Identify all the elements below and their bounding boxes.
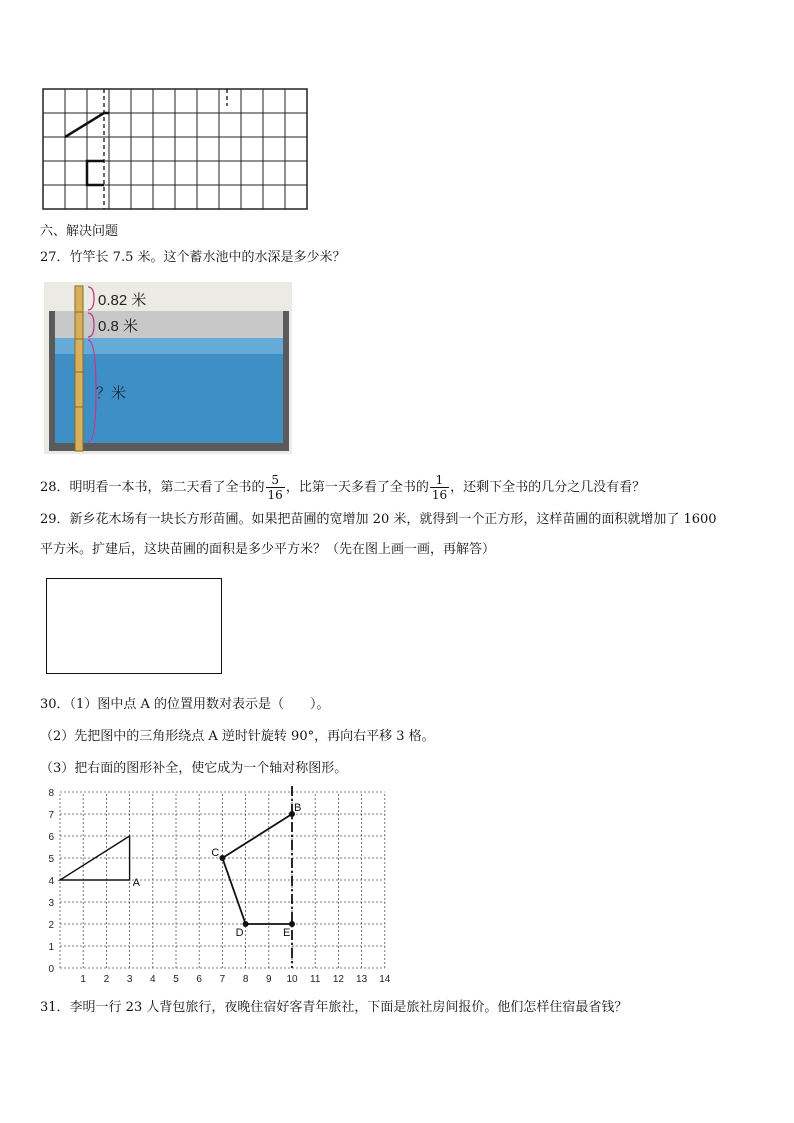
- nursery-rectangle: [46, 578, 222, 674]
- y-tick-label: 8: [48, 788, 54, 799]
- x-tick-label: 9: [266, 974, 272, 985]
- fraction-1-16: $\frac{1}{16}$: [431, 473, 448, 502]
- x-tick-label: 3: [126, 974, 133, 985]
- x-tick-label: 12: [332, 974, 344, 985]
- x-tick-label: 13: [356, 974, 368, 985]
- question-28: 28．明明看一本书，第二天看了全书的 $\frac{5}{16}$ ，比第一天多看了全书的 $\frac{1}{16}$ ，还剩下全书的几分之几没有看？: [40, 473, 646, 502]
- x-tick-label: 10: [286, 974, 298, 985]
- question-30-part3: （3）把右面的图形补全，使它成为一个轴对称图形。: [40, 761, 348, 776]
- fraction-5-16: $\frac{5}{16}$: [267, 473, 283, 502]
- y-tick-label: 0: [48, 964, 54, 975]
- question-29-line1: 29．新乡花木场有一块长方形苗圃。如果把苗圃的宽增加 20 米，就得到一个正方形，这样苗圃的面积就增加了 1600: [40, 512, 717, 527]
- point-label-c: C: [211, 847, 220, 859]
- y-tick-label: 5: [48, 854, 54, 865]
- section-six-heading: 六、解决问题: [40, 224, 119, 239]
- coordinate-grid-chart: [28, 782, 398, 988]
- point-label-e: E: [283, 927, 291, 939]
- y-tick-label: 2: [48, 920, 54, 931]
- label-0-82: 0.82 米: [98, 292, 147, 309]
- x-tick-label: 7: [219, 974, 226, 985]
- x-tick-label: 1: [80, 974, 86, 985]
- x-tick-label: 14: [379, 974, 391, 985]
- question-27: 27．竹竿长 7.5 米。这个蓄水池中的水深是多少米？: [40, 250, 346, 265]
- x-tick-label: 5: [173, 974, 179, 985]
- y-tick-label: 4: [48, 876, 54, 887]
- point-label-b: B: [294, 802, 302, 814]
- label-water-depth: ？米: [96, 385, 127, 402]
- x-tick-label: 6: [196, 974, 202, 985]
- y-tick-label: 7: [48, 810, 54, 821]
- question-30-part1: 30．（1）图中点 A 的位置用数对表示是（ ）。: [40, 697, 330, 712]
- question-31: 31．李明一行 23 人背包旅行，夜晚住宿好客青年旅社，下面是旅社房间报价。他们怎样住宿最省钱？: [40, 1000, 628, 1015]
- y-tick-label: 1: [48, 942, 54, 953]
- y-tick-label: 3: [48, 898, 54, 909]
- x-tick-label: 8: [242, 974, 249, 985]
- question-29-line2: 平方米。扩建后，这块苗圃的面积是多少平方米？（先在图上画一画，再解答）: [40, 542, 496, 557]
- top-grid-figure: [40, 86, 312, 214]
- triangle-shape: [60, 836, 130, 880]
- x-tick-label: 2: [103, 974, 110, 985]
- question-30-part2: （2）先把图中的三角形绕点 A 逆时针旋转 90°，再向右平移 3 格。: [40, 729, 435, 744]
- point-c: [219, 855, 225, 861]
- x-tick-label: 11: [310, 974, 321, 985]
- pool-illustration: [44, 282, 292, 454]
- triangle-vertex-label: A: [132, 877, 140, 889]
- y-tick-label: 6: [48, 832, 54, 843]
- half-figure-polyline: [222, 814, 292, 924]
- point-label-d: D: [235, 927, 244, 939]
- label-0-8: 0.8 米: [98, 318, 139, 335]
- x-tick-label: 4: [150, 974, 156, 985]
